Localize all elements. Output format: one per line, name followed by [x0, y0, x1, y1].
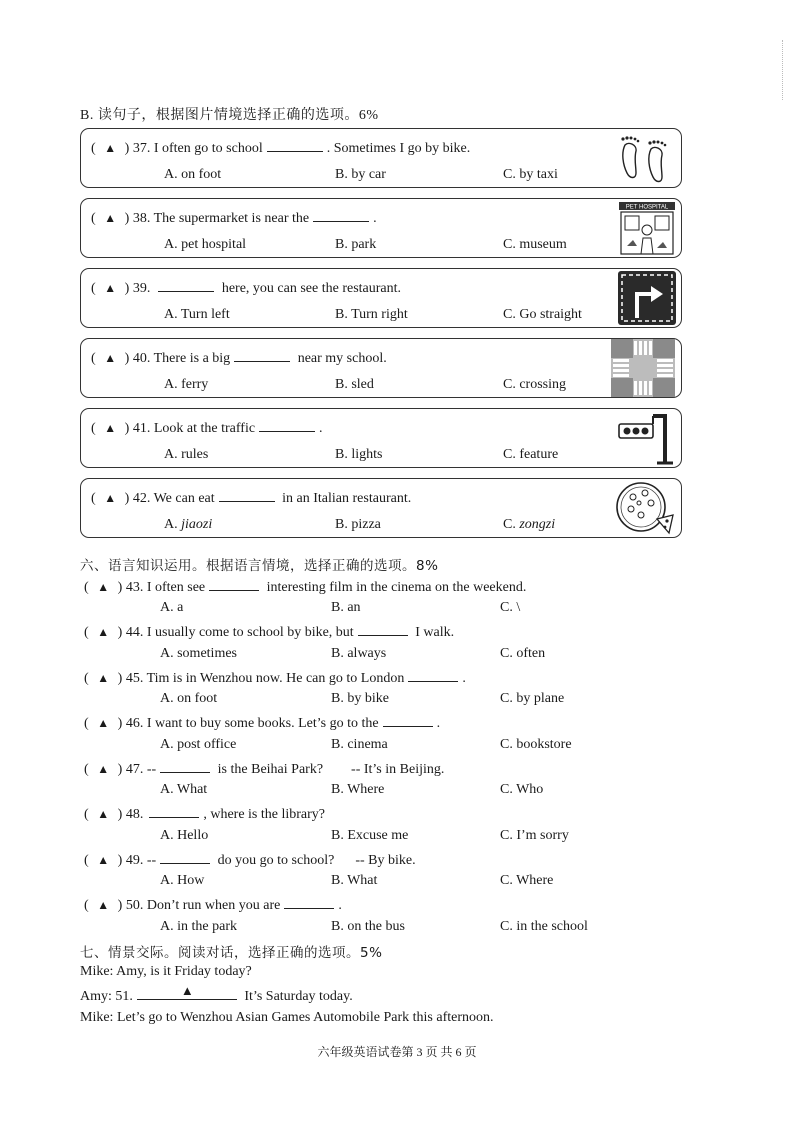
- option-a[interactable]: A. Hello: [160, 828, 209, 843]
- section-7-title: 七、情景交际。阅读对话，选择正确的选项。5%: [80, 945, 383, 961]
- question-line: ( ▲ ) 38. The supermarket is near the .: [91, 211, 377, 226]
- option-a[interactable]: A. Turn left: [164, 307, 230, 322]
- option-b[interactable]: B. Turn right: [335, 307, 408, 322]
- section-b-title: B. 读句子，根据图片情境选择正确的选项。6%: [80, 108, 379, 123]
- answer-mark: ▲: [104, 491, 117, 505]
- traffic-light-icon: [613, 410, 677, 466]
- pizza-icon: [613, 479, 677, 537]
- answer-blank-51[interactable]: [137, 983, 237, 1000]
- answer-blank[interactable]: [383, 714, 433, 727]
- answer-blank[interactable]: [234, 349, 290, 362]
- option-b[interactable]: B. What: [331, 873, 378, 888]
- section-6-title: 六、语言知识运用。根据语言情境，选择正确的选项。8%: [80, 558, 439, 574]
- option-b[interactable]: B. Where: [331, 782, 385, 797]
- question-box-39: [80, 268, 682, 328]
- option-b[interactable]: B. by car: [335, 167, 386, 182]
- option-a[interactable]: A. sometimes: [160, 646, 237, 661]
- option-c[interactable]: C. by taxi: [503, 167, 558, 182]
- answer-blank[interactable]: [160, 851, 210, 864]
- question-line: ( ▲ ) 47. -- is the Beihai Park? -- It’s in Beijing.: [84, 762, 445, 777]
- dialogue-line-2: Amy: 51. ▲ It’s Saturday today.: [80, 983, 353, 1004]
- page-footer: 六年级英语试卷第 3 页 共 6 页: [317, 1045, 477, 1059]
- question-line: ( ▲ ) 37. I often go to school . Sometimes I go by bike.: [91, 141, 471, 156]
- crossing-icon: [611, 339, 675, 397]
- pet-hospital-sign-text: PET HOSPITAL: [625, 204, 669, 211]
- answer-blank[interactable]: [267, 139, 323, 152]
- option-b[interactable]: B. sled: [335, 377, 374, 392]
- option-a[interactable]: A. How: [160, 873, 205, 888]
- option-a[interactable]: A. rules: [164, 447, 209, 462]
- option-b[interactable]: B. cinema: [331, 737, 388, 752]
- option-c[interactable]: C. bookstore: [500, 737, 572, 752]
- dialogue-line-1: Mike: Amy, is it Friday today?: [80, 964, 252, 979]
- answer-blank[interactable]: [219, 489, 275, 502]
- question-line: ( ▲ ) 39. here, you can see the restaurant.: [91, 281, 402, 296]
- answer-blank[interactable]: [160, 760, 210, 773]
- option-c[interactable]: C. Go straight: [503, 307, 582, 322]
- question-line: ( ▲ ) 40. There is a big near my school.: [91, 351, 387, 366]
- answer-blank[interactable]: [259, 419, 315, 432]
- option-b[interactable]: B. pizza: [335, 517, 381, 532]
- option-a[interactable]: A. in the park: [160, 919, 237, 934]
- option-b[interactable]: B. on the bus: [331, 919, 405, 934]
- pet-hospital-icon: [617, 200, 677, 256]
- option-c[interactable]: C. I’m sorry: [500, 828, 569, 843]
- question-box-41: [80, 408, 682, 468]
- answer-mark: ▲: [180, 983, 194, 998]
- question-box-42: [80, 478, 682, 538]
- question-line: ( ▲ ) 41. Look at the traffic .: [91, 421, 323, 436]
- option-b[interactable]: B. by bike: [331, 691, 389, 706]
- question-line: ( ▲ ) 50. Don’t run when you are .: [84, 898, 342, 913]
- question-box-37: [80, 128, 682, 188]
- turn-right-sign-icon: [617, 270, 677, 326]
- option-a[interactable]: A. a: [160, 600, 184, 615]
- answer-mark: ▲: [104, 351, 117, 365]
- question-line: ( ▲ ) 49. -- do you go to school? -- By bike.: [84, 853, 416, 868]
- option-c[interactable]: C. zongzi: [503, 517, 556, 532]
- answer-blank[interactable]: [284, 896, 334, 909]
- question-line: ( ▲ ) 44. I usually come to school by bike, but I walk.: [84, 625, 455, 640]
- option-a[interactable]: A. on foot: [160, 691, 218, 706]
- option-a[interactable]: A. jiaozi: [164, 517, 213, 532]
- answer-mark: ▲: [104, 141, 117, 155]
- question-line: ( ▲ ) 48. , where is the library?: [84, 807, 326, 822]
- answer-mark: ▲: [104, 211, 117, 225]
- question-line: ( ▲ ) 43. I often see interesting film in the cinema on the weekend.: [84, 580, 527, 595]
- answer-blank[interactable]: [149, 805, 199, 818]
- option-a[interactable]: A. post office: [160, 737, 237, 752]
- answer-blank[interactable]: [408, 669, 458, 682]
- option-c[interactable]: C. museum: [503, 237, 567, 252]
- option-c[interactable]: C. by plane: [500, 691, 565, 706]
- option-c[interactable]: C. crossing: [503, 377, 566, 392]
- option-a[interactable]: A. ferry: [164, 377, 209, 392]
- answer-blank[interactable]: [313, 209, 369, 222]
- answer-mark: ▲: [104, 281, 117, 295]
- option-a[interactable]: A. on foot: [164, 167, 222, 182]
- answer-blank[interactable]: [358, 623, 408, 636]
- answer-blank[interactable]: [209, 578, 259, 591]
- scan-edge-marks: [782, 40, 786, 100]
- footprints-icon: [617, 133, 677, 183]
- question-line: ( ▲ ) 42. We can eat in an Italian restaurant.: [91, 491, 412, 506]
- option-b[interactable]: B. park: [335, 237, 377, 252]
- dialogue-line-3: Mike: Let’s go to Wenzhou Asian Games Automobile Park this afternoon.: [80, 1010, 494, 1025]
- option-b[interactable]: B. an: [331, 600, 361, 615]
- option-c[interactable]: C. Where: [500, 873, 554, 888]
- question-line: ( ▲ ) 46. I want to buy some books. Let’s go to the .: [84, 716, 441, 731]
- answer-mark: ▲: [104, 421, 117, 435]
- option-c[interactable]: C. feature: [503, 447, 559, 462]
- option-c[interactable]: C. often: [500, 646, 546, 661]
- question-box-38: [80, 198, 682, 258]
- question-box-40: [80, 338, 682, 398]
- answer-blank[interactable]: [158, 279, 214, 292]
- option-c[interactable]: C. Who: [500, 782, 544, 797]
- option-c[interactable]: C. in the school: [500, 919, 588, 934]
- option-c[interactable]: C. \: [500, 600, 521, 615]
- option-b[interactable]: B. lights: [335, 447, 383, 462]
- option-b[interactable]: B. always: [331, 646, 387, 661]
- option-b[interactable]: B. Excuse me: [331, 828, 409, 843]
- question-line: ( ▲ ) 45. Tim is in Wenzhou now. He can go to London .: [84, 671, 466, 686]
- option-a[interactable]: A. pet hospital: [164, 237, 247, 252]
- option-a[interactable]: A. What: [160, 782, 208, 797]
